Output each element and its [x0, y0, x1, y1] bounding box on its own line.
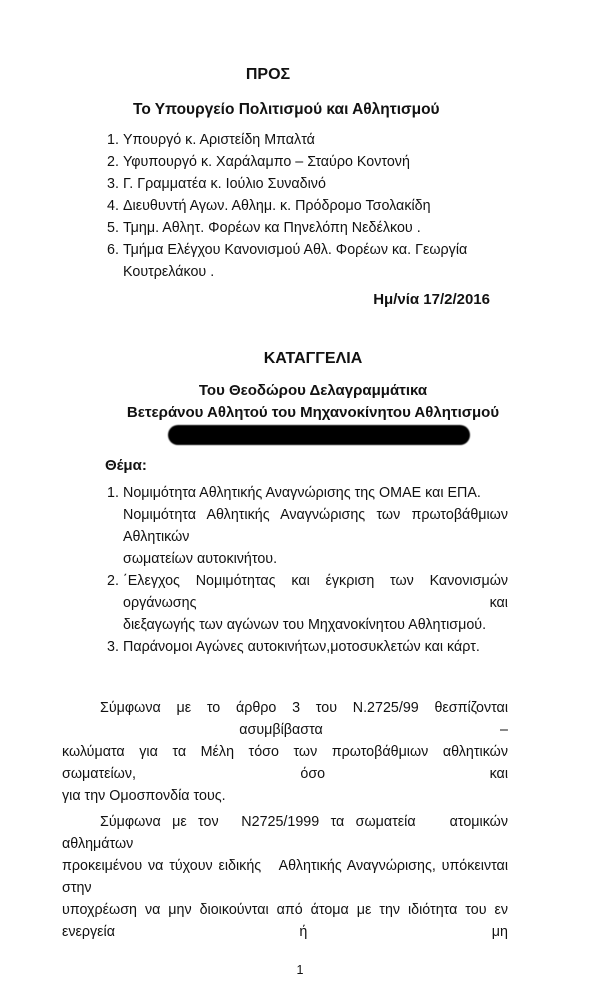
item-text	[123, 151, 508, 173]
item-number: 2.	[107, 573, 119, 589]
text-line: ΄Ελεγχος Νομιμότητας και έγκριση των Κανονισμών οργάνωσης και	[123, 573, 508, 611]
text-line: Διευθυντή Αγων. Αθλημ. κ. Πρόδρομο Τσολακίδη	[123, 198, 431, 214]
item-text	[123, 217, 508, 239]
author-name-line: Του Θεοδώρου Δελαγραμμάτικα	[198, 382, 428, 399]
list-item	[62, 239, 508, 283]
text-line: Τμημ. Αθλητ. Φορέων κα Πηνελόπη Νεδέλκου .	[123, 220, 421, 236]
item-text	[123, 570, 508, 636]
item-text	[123, 636, 508, 658]
list-item	[62, 570, 508, 636]
list-item	[62, 173, 508, 195]
text-line: για την Ομοσπονδία τους.	[62, 788, 226, 804]
item-text	[123, 482, 508, 570]
text-line: διεξαγωγής των αγώνων του Μηχανοκίνητου Αθλητισμού.	[123, 617, 487, 633]
list-item	[62, 217, 508, 239]
item-number: 1.	[107, 132, 119, 148]
item-number: 1.	[107, 485, 119, 501]
to-label: ΠΡΟΣ	[245, 66, 291, 83]
body-paragraphs	[62, 697, 508, 943]
item-text	[123, 173, 508, 195]
list-item	[62, 636, 508, 658]
list-item	[62, 129, 508, 151]
text-line: κωλύματα για τα Μέλη τόσο των πρωτοβάθμιων αθλητικών σωματείων, όσο και	[62, 744, 508, 782]
text-line: σωματείων αυτοκινήτου.	[123, 551, 278, 567]
list-item	[62, 195, 508, 217]
text-line: Νομιμότητα Αθλητικής Αναγνώρισης των πρωτοβάθμιων Αθλητικών	[123, 507, 508, 545]
item-number: 3.	[107, 176, 119, 192]
subject-list	[62, 482, 508, 658]
title-block	[118, 348, 508, 445]
document-title: ΚΑΤΑΓΓΕΛΙΑ	[263, 350, 363, 367]
item-number: 6.	[107, 242, 119, 258]
recipients-list	[62, 129, 508, 283]
text-line: υποχρέωση να μην διοικούνται από άτομα με την ιδιότητα του εν ενεργεία ή μη	[62, 902, 508, 940]
text-line: Σύμφωνα με το άρθρο 3 του Ν.2725/99 θεσπίζονται ασυμβίβαστα –	[62, 700, 508, 738]
paragraph	[62, 811, 508, 943]
item-number: 5.	[107, 220, 119, 236]
text-line: Νομιμότητα Αθλητικής Αναγνώρισης της ΟΜΑΕ και ΕΠΑ.	[123, 485, 481, 501]
item-number: 2.	[107, 154, 119, 170]
item-number: 3.	[107, 639, 119, 655]
item-text	[123, 239, 508, 283]
item-text	[123, 129, 508, 151]
list-item	[62, 151, 508, 173]
date-line: Ημ/νία 17/2/2016	[373, 291, 490, 308]
author-role-line: Βετεράνου Αθλητού του Μηχανοκίνητου Αθλητισμού	[126, 404, 500, 421]
page-number: 1	[296, 963, 304, 977]
text-line: Υπουργό κ. Αριστείδη Μπαλτά	[123, 132, 315, 148]
text-line: προκειμένου να τύχουν ειδικής Αθλητικής Αναγνώρισης, υπόκεινται στην	[62, 858, 508, 896]
text-line: Γ. Γραμματέα κ. Ιούλιο Συναδινό	[123, 176, 326, 192]
subject-label: Θέμα:	[105, 457, 147, 474]
redaction-bar	[168, 425, 470, 445]
ministry-line: Το Υπουργείο Πολιτισμού και Αθλητισμού	[133, 101, 440, 118]
list-item	[62, 482, 508, 570]
text-line: Σύμφωνα με τον N2725/1999 τα σωματεία ατομικών αθλημάτων	[62, 814, 508, 852]
item-text	[123, 195, 508, 217]
text-line: Υφυπουργό κ. Χαράλαμπο – Σταύρο Κοντονή	[123, 154, 410, 170]
paragraph	[62, 697, 508, 807]
text-line: Τμήμα Ελέγχου Κανονισμού Αθλ. Φορέων κα. Γεωργία Κουτρελάκου .	[123, 242, 468, 280]
item-number: 4.	[107, 198, 119, 214]
text-line: Παράνομοι Αγώνες αυτοκινήτων,μοτοσυκλετών και κάρτ.	[123, 639, 480, 655]
